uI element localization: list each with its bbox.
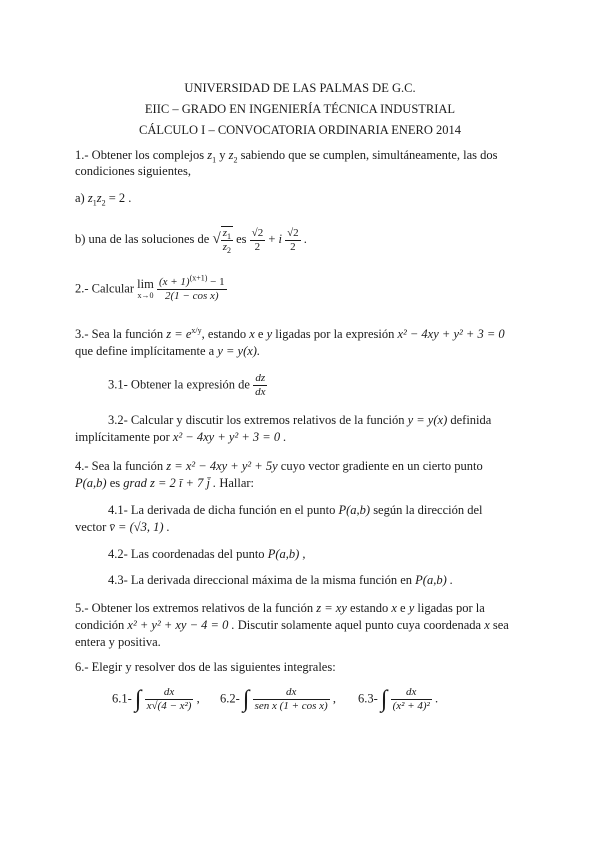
degree-title: EIIC – GRADO EN INGENIERÍA TÉCNICA INDUSTRIAL — [144, 102, 456, 116]
question-3-2-line-2: implícitamente por x² − 4xy + y² + 3 = 0 . — [75, 430, 287, 444]
university-title: UNIVERSIDAD DE LAS PALMAS DE G.C. — [184, 81, 416, 95]
integral-6-3: 6.3- ∫ $\frac{dx}{\text{(x² + 4)²}}$ . — [358, 686, 439, 713]
question-4-1-line-1: 4.1- La derivada de dicha función en el punto P(a,b) según la dirección del — [108, 503, 483, 517]
problem-5-line-2: condición x² + y² + xy − 4 = 0 . Discutir solamente aquel punto cuya coordenada x sea — [75, 618, 509, 632]
problem-1-line-2: condiciones siguientes, — [75, 164, 191, 178]
exam-title: CÁLCULO I – CONVOCATORIA ORDINARIA ENERO 2014 — [139, 123, 461, 137]
problem-6-intro: 6.- Elegir y resolver dos de las siguientes integrales: — [75, 660, 336, 674]
problem-3-line-2: que define implícitamente a y = y(x). — [75, 344, 261, 358]
problem-3-line-1: 3.- Sea la función $z = e^{x/y}$, estando x e y ligadas por la expresión x² − 4xy + y² + 3 = 0 — [75, 325, 505, 341]
question-4-1-line-2: vector v̄ = (√3, 1) . — [75, 520, 170, 534]
problem-4-line-2: P(a,b) es grad z = 2 ī + 7 j̄ . Hallar: — [75, 476, 255, 490]
integral-6-2: 6.2- ∫ $\frac{dx}{\text{sen x (1 + cos x)}}$ , — [220, 686, 336, 713]
problem-1-line-1: 1.- Obtener los complejos $z_1$ y $z_2$ sabiendo que se cumplen, simultáneamente, las dos — [75, 148, 498, 165]
problem-1-condition-a: a) $z_1z_2 = 2$ . — [75, 191, 132, 208]
problem-5-line-3: entera y positiva. — [75, 635, 161, 649]
problem-4-line-1: 4.- Sea la función z = x² − 4xy + y² + 5y cuyo vector gradiente en un cierto punto — [75, 459, 483, 473]
question-4-3: 4.3- La derivada direccional máxima de la misma función en P(a,b) . — [108, 573, 454, 587]
problem-1-condition-b: b) una de las soluciones de √ $\frac{z_1}{z_2}$ es $\frac{√2}{2}$ + i $\frac{√2}{2}$ . — [75, 226, 307, 256]
integral-6-1: 6.1- ∫ $\frac{dx}{\text{x√(4 − x²)}}$ , — [112, 686, 200, 713]
problem-2: 2.- Calcular lim x→0 $\frac{(x + 1)^{(x+1)} - 1}{\text{2(1 − cos x)}}$ — [75, 273, 225, 302]
question-3-2-line-1: 3.2- Calcular y discutir los extremos relativos de la función y = y(x) definida — [108, 413, 492, 427]
question-3-1: 3.1- Obtener la expresión de $\frac{dz}{dx}$ — [108, 372, 266, 398]
question-4-2: 4.2- Las coordenadas del punto P(a,b) , — [108, 547, 306, 561]
problem-5-line-1: 5.- Obtener los extremos relativos de la función z = xy estando x e y ligadas por la — [75, 601, 485, 615]
